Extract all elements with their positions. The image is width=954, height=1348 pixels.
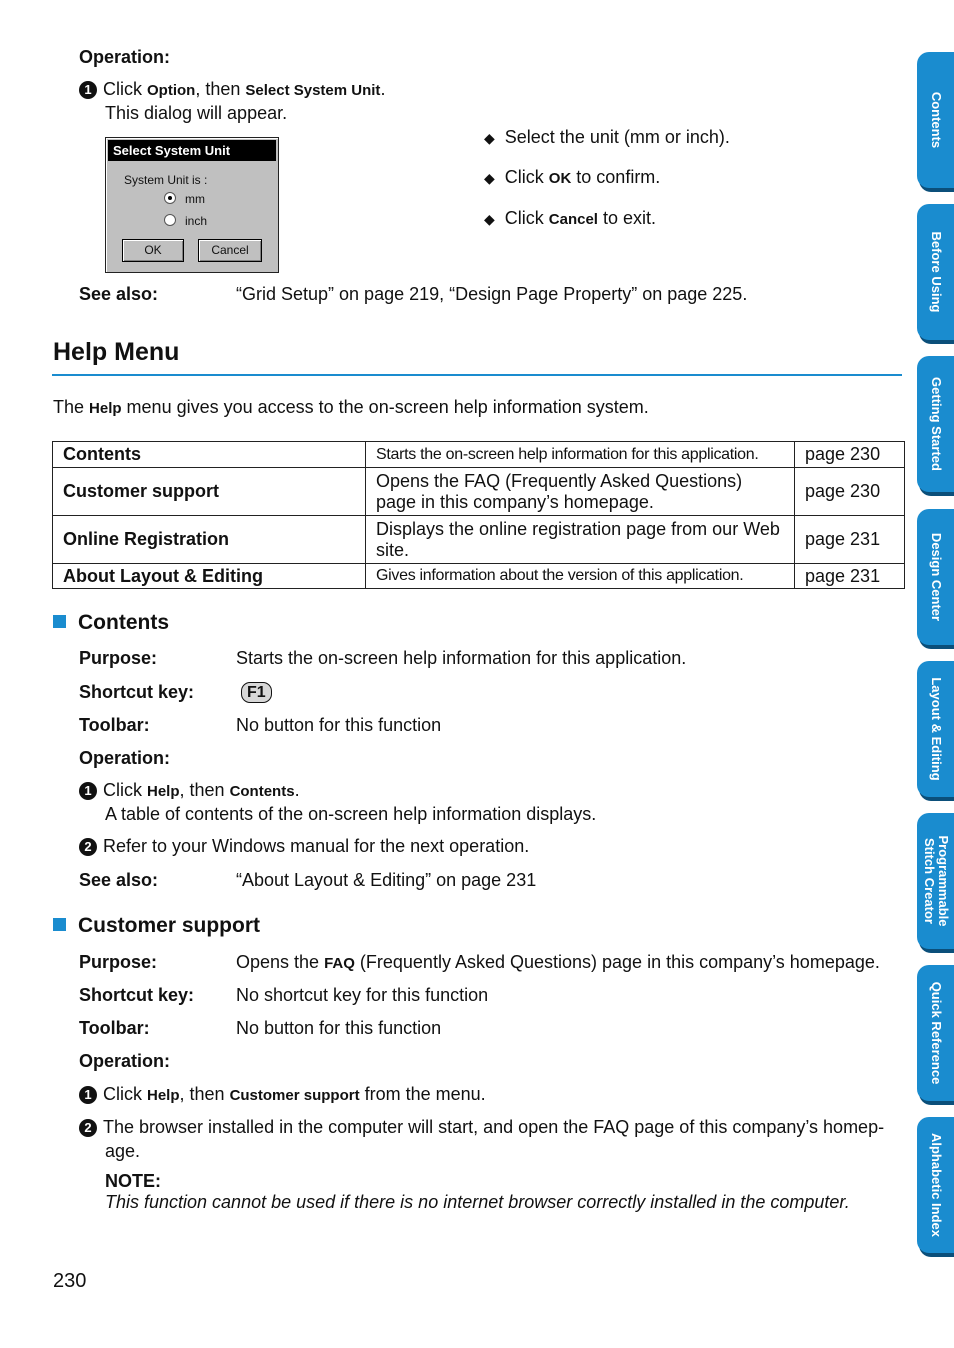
text: to exit. [597,208,657,228]
tab-contents[interactable] [917,52,954,188]
text: . [294,780,300,800]
toolbar-text: No button for this function [236,1018,442,1038]
toolbar-text: No button for this function [236,715,442,735]
operation-label: Operation: [79,1051,171,1071]
help-menu-table [52,441,905,589]
item-name: Customer support [53,468,366,516]
text: (Frequently Asked Questions) page in this company’s homepage. [354,952,880,972]
item-description: Opens the FAQ (Frequently Asked Questions) page in this company’s homepage. [366,468,795,516]
step-number: 1 [79,81,97,99]
mm-radio[interactable] [164,192,176,204]
heading-text: Customer support [78,914,261,937]
diamond-bullet-icon: ◆ [484,130,495,146]
tab-label: Layout & Editing [928,677,944,781]
heading-text: Contents [78,611,169,634]
text: , then [179,1084,230,1104]
item-name: Online Registration [53,516,366,564]
top-step-1 [79,79,385,100]
text: , then [195,79,246,99]
tab-label: Before Using [928,231,944,313]
top-step-1-line2: This dialog will appear. [105,103,288,123]
bullet-item [484,127,730,148]
see-also-label: See also: [79,870,159,890]
help-command: Help [147,783,180,800]
unit-label: System Unit is : [124,173,208,187]
text: Click [103,1084,147,1104]
mm-label: mm [185,192,205,206]
ok-button[interactable]: OK [122,239,184,262]
tab-alphabetic-index[interactable] [917,1117,954,1253]
step-number: 1 [79,1086,97,1104]
customer-step-2-line2: age. [105,1141,141,1161]
square-bullet-icon [53,615,66,628]
tab-design-center[interactable] [917,509,954,645]
item-name: Contents [53,442,366,468]
contents-step-1-line2: A table of contents of the on-screen help information displays. [105,804,597,824]
text: . [380,79,386,99]
tab-label: Quick Reference [928,981,944,1085]
step-number: 2 [79,838,97,856]
inch-label: inch [185,214,208,228]
faq-term: FAQ [324,955,355,972]
select-system-unit-command: Select System Unit [245,82,381,99]
tab-getting-started[interactable] [917,356,954,492]
toolbar-label: Toolbar: [79,1018,150,1038]
cancel-button[interactable]: Cancel [198,239,262,262]
tab-label: Getting Started [928,377,944,471]
tab-label: Alphabetic Index [928,1132,944,1238]
tab-label: Design Center [928,532,944,622]
table-row [53,564,905,589]
item-page: page 230 [795,468,905,516]
cancel-command: Cancel [548,211,598,228]
text: Click [103,79,147,99]
tab-before-using[interactable] [917,204,954,340]
contents-step-1 [79,780,300,801]
operation-label: Operation: [79,748,171,768]
see-also-label: See also: [79,284,159,304]
diamond-bullet-icon: ◆ [484,170,495,186]
item-page: page 231 [795,564,905,589]
dialog-title: Select System Unit [108,140,276,161]
item-description: Gives information about the version of this application. [366,564,795,589]
help-command: Help [89,400,122,417]
tab-label: Contents [928,91,944,149]
text: Select the unit (mm or inch). [504,127,730,147]
text: Click [504,208,549,228]
customer-support-command: Customer support [229,1087,360,1104]
help-command: Help [147,1087,180,1104]
purpose-text [236,952,880,973]
section-title: Help Menu [53,338,180,366]
page-number: 230 [53,1270,87,1292]
step-number: 2 [79,1119,97,1137]
f1-key-icon: F1 [241,682,272,703]
tab-label: Programmable Stitch Creator [921,835,951,927]
table-row [53,468,905,516]
text: Click [103,780,147,800]
purpose-label: Purpose: [79,952,158,972]
tab-programmable-stitch-creator[interactable] [917,813,954,949]
intro-text [53,397,649,418]
inch-radio[interactable] [164,214,176,226]
text: to confirm. [571,167,661,187]
customer-support-heading [53,914,260,938]
text: from the menu. [359,1084,486,1104]
title-rule [52,374,902,376]
shortcut-key [241,681,272,703]
ok-command: OK [548,170,572,187]
square-bullet-icon [53,918,66,931]
contents-command: Contents [229,783,295,800]
see-also-text: “About Layout & Editing” on page 231 [236,870,537,890]
select-system-unit-dialog [105,137,279,273]
bullet-item [484,167,660,188]
item-name: About Layout & Editing [53,564,366,589]
item-description: Displays the online registration page from our Web site. [366,516,795,564]
text: menu gives you access to the on-screen help information system. [121,397,649,417]
customer-step-2 [79,1117,884,1138]
option-command: Option [147,82,196,99]
text: Opens the [236,952,325,972]
tab-layout-editing[interactable] [917,661,954,797]
tab-quick-reference[interactable] [917,965,954,1101]
customer-step-1 [79,1084,486,1105]
text: Click [504,167,549,187]
diamond-bullet-icon: ◆ [484,211,495,227]
table-row [53,516,905,564]
bullet-item [484,208,656,229]
table-row [53,442,905,468]
shortcut-text: No shortcut key for this function [236,985,489,1005]
text: The [53,397,90,417]
note-text: This function cannot be used if there is no internet browser correctly installed in the computer. [105,1192,850,1212]
text: The browser installed in the computer will start, and open the FAQ page of this company’s homep- [103,1117,885,1137]
see-also-text: “Grid Setup” on page 219, “Design Page Property” on page 225. [236,284,748,304]
text: Refer to your Windows manual for the next operation. [103,836,530,856]
toolbar-label: Toolbar: [79,715,150,735]
item-description: Starts the on-screen help information for this application. [366,442,795,468]
shortcut-label: Shortcut key: [79,985,195,1005]
purpose-label: Purpose: [79,648,158,668]
step-number: 1 [79,782,97,800]
shortcut-label: Shortcut key: [79,682,195,702]
text: , then [179,780,230,800]
contents-step-2 [79,836,529,857]
note-label: NOTE: [105,1171,161,1191]
contents-heading [53,611,169,635]
purpose-text: Starts the on-screen help information for this application. [236,648,687,668]
item-page: page 231 [795,516,905,564]
operation-label: Operation: [79,47,171,67]
item-page: page 230 [795,442,905,468]
